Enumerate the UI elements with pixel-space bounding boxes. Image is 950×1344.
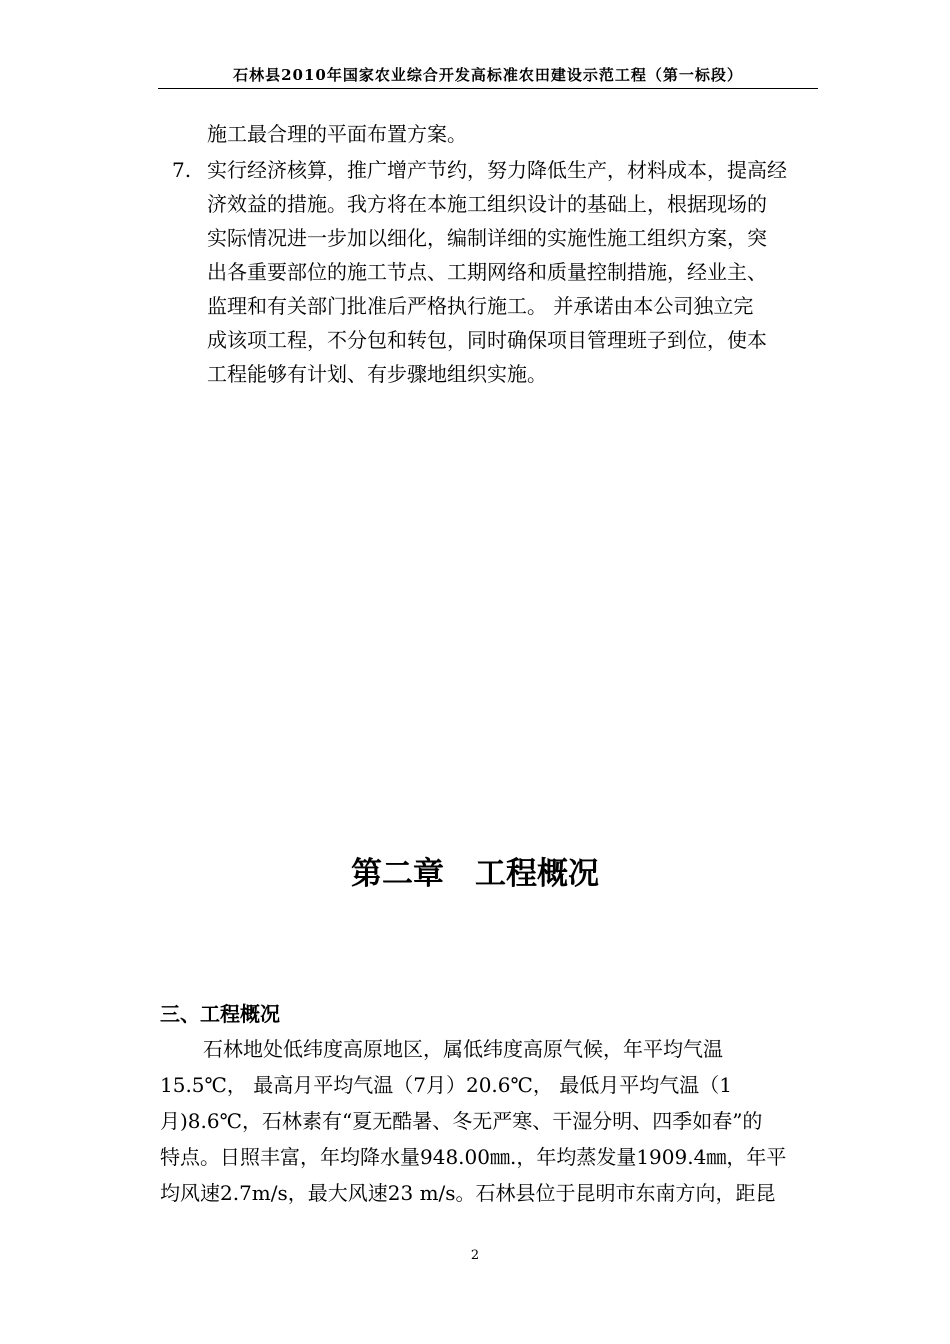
- list-item-line: 成该项工程，不分包和转包，同时确保项目管理班子到位，使本: [207, 328, 767, 352]
- list-item-number: 7.: [172, 158, 192, 182]
- paragraph-line: 特点。日照丰富，年均降水量948.00㎜.，年均蒸发量1909.4㎜，年平: [160, 1145, 787, 1169]
- list-item-line: 济效益的措施。我方将在本施工组织设计的基础上，根据现场的: [207, 192, 767, 216]
- list-item-line: 实际情况进一步加以细化，编制详细的实施性施工组织方案，突: [207, 226, 767, 250]
- list-item-line: 监理和有关部门批准后严格执行施工。 并承诺由本公司独立完: [207, 294, 754, 318]
- section-title: 三、工程概况: [160, 1002, 280, 1026]
- continuation-line: 施工最合理的平面布置方案。: [207, 122, 467, 146]
- list-item-line: 出各重要部位的施工节点、工期网络和质量控制措施，经业主、: [207, 260, 767, 284]
- page-header: 石林县2010年国家农业综合开发高标准农田建设示范工程（第一标段）: [158, 62, 818, 89]
- paragraph-line: 均风速2.7m/s，最大风速23 m/s。石林县位于昆明市东南方向，距昆: [160, 1181, 776, 1205]
- paragraph-line: 15.5℃， 最高月平均气温（7月）20.6℃， 最低月平均气温（1: [160, 1073, 732, 1097]
- list-item-line: 工程能够有计划、有步骤地组织实施。: [207, 362, 547, 386]
- paragraph-line: 石林地处低纬度高原地区，属低纬度高原气候，年平均气温: [203, 1037, 723, 1061]
- page-number: 2: [470, 1248, 480, 1263]
- chapter-title: 第二章 工程概况: [351, 856, 599, 892]
- paragraph-line: 月)8.6℃，石林素有“夏无酷暑、冬无严寒、干湿分明、四季如春”的: [160, 1109, 763, 1133]
- list-item-line: 实行经济核算，推广增产节约，努力降低生产，材料成本，提高经: [207, 158, 787, 182]
